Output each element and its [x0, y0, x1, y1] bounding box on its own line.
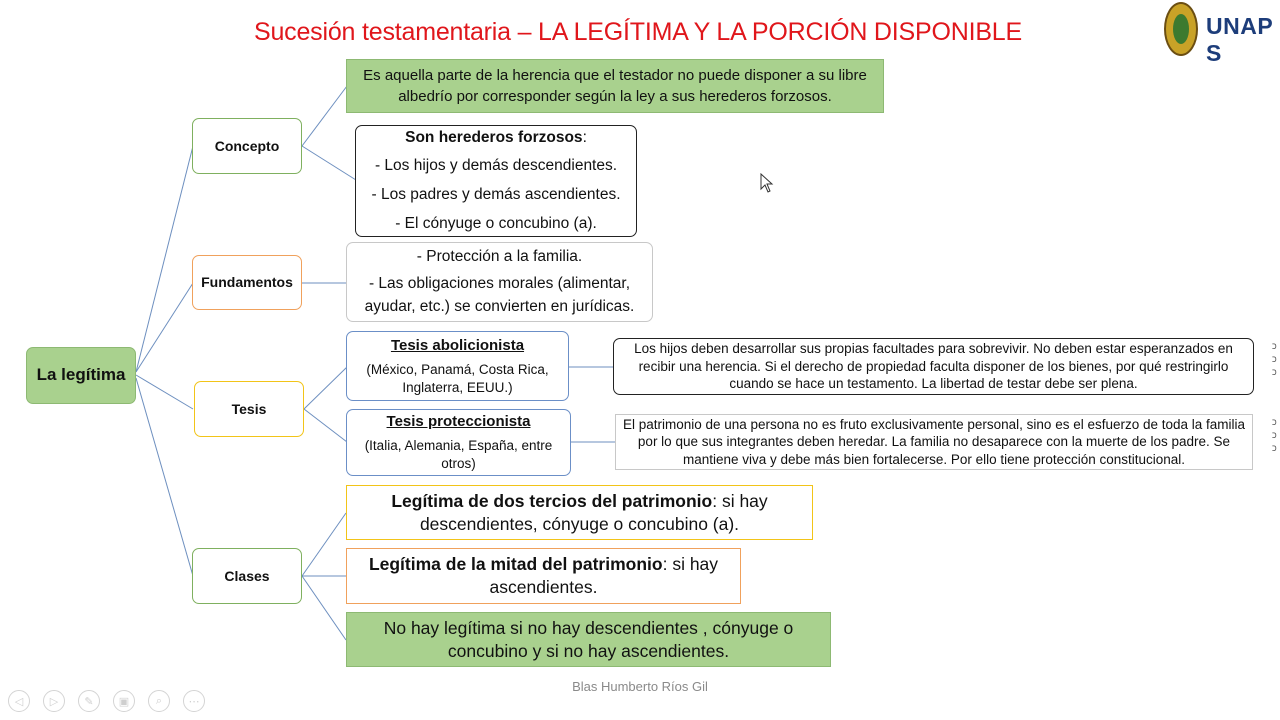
abolicionista-explanation-text: Los hijos deben desarrollar sus propias facultades para sobrevivir. No deben estar esperanzados en recibir una herencia. Si el derecho de propiedad faculta disponer de los bienes, por qué restringirlo cuando se hace un testamento. La libertad de testar debe ser plena. [634, 341, 1233, 392]
clase-mitad-text [355, 553, 732, 599]
clases-label: Clases [224, 567, 270, 584]
zoom-button[interactable]: ⌕ [148, 690, 170, 712]
tesis-node [194, 381, 304, 437]
fundamentos-node [192, 255, 302, 310]
clase-mitad-bold: Legítima de la mitad del patrimonio [368, 554, 663, 575]
concepto-node [192, 118, 302, 174]
edge-marks: ﬤ ﬤ ﬤ [1272, 341, 1277, 377]
clase-dos-tercios-bold: Legítima de dos tercios del patrimonio [391, 490, 713, 511]
fundamento-line: - Protección a la familia. [416, 247, 583, 265]
author-footer: Blas Humberto Ríos Gil [572, 679, 708, 694]
pen-tool-button[interactable]: ✎ [78, 690, 100, 712]
concepto-definition [346, 59, 884, 113]
tesis-label: Tesis [231, 400, 267, 417]
clase-dos-tercios-text [355, 490, 804, 536]
clase-mitad-rest: : si hay ascendientes. [489, 554, 719, 597]
fundamentos-label: Fundamentos [201, 274, 293, 291]
clases-node [192, 548, 302, 604]
title-text: Sucesión testamentaria – LA LEGÍTIMA Y LA PORCIÓN DISPONIBLE [254, 18, 1022, 46]
herederos-heading-colon: : [582, 128, 587, 146]
herederos-forzosos-box [355, 125, 637, 237]
root-node [26, 347, 136, 404]
proteccionista-explanation [615, 414, 1253, 470]
logo-text: UNAP S [1206, 13, 1273, 66]
root-label: La legítima [36, 365, 126, 385]
herederos-heading [405, 124, 587, 153]
next-slide-button[interactable]: ▷ [43, 690, 65, 712]
concepto-label: Concepto [214, 137, 280, 154]
proteccionista-heading: Tesis proteccionista [386, 413, 531, 431]
university-seal-icon [1164, 2, 1198, 56]
fundamento-line: - Las obligaciones morales (alimentar, ayudar, etc.) se convierten en jurídicas. [364, 275, 635, 315]
proteccionista-explanation-text: El patrimonio de una persona no es fruto exclusivamente personal, sino es el esfuerzo de toda la familia por lo que sus integrantes deben heredar. La familia no desaparece con la muerte de los padre. Se mantiene viva y debe más bien fortalecerse. Por ello tiene protección constitucional. [622, 416, 1246, 467]
logo [1164, 2, 1280, 66]
heredero-item: - El cónyuge o concubino (a). [395, 214, 597, 232]
clase-no-legitima [346, 612, 831, 667]
abolicionista-countries: (México, Panamá, Costa Rica, Inglaterra, EEUU.) [366, 361, 549, 395]
more-options-button[interactable]: ⋯ [183, 690, 205, 712]
tesis-abolicionista-box [346, 331, 569, 401]
definition-text: Es aquella parte de la herencia que el testador no puede disponer a su libre albedrío por corresponder según la ley a sus herederos forzosos. [363, 67, 867, 105]
proteccionista-countries: (Italia, Alemania, España, entre otros) [364, 438, 553, 472]
tesis-proteccionista-box [346, 409, 571, 476]
clase-dos-tercios [346, 485, 813, 540]
heredero-item: - Los padres y demás ascendientes. [371, 186, 621, 203]
slides-grid-button[interactable]: ▣ [113, 690, 135, 712]
herederos-heading-text: Son herederos forzosos [405, 128, 583, 146]
mouse-cursor-icon [760, 173, 774, 193]
heredero-item: - Los hijos y demás descendientes. [374, 157, 618, 175]
previous-slide-button[interactable]: ◁ [8, 690, 30, 712]
clase-no-legitima-text: No hay legítima si no hay descendientes , cónyuge o concubino y si no hay ascendientes. [383, 617, 794, 661]
page-title [0, 18, 1280, 47]
clase-dos-tercios-rest: : si hay descendientes, cónyuge o concubino (a). [419, 490, 768, 534]
abolicionista-heading: Tesis abolicionista [390, 336, 525, 354]
clase-mitad [346, 548, 741, 604]
edge-marks: ﬤ ﬤ ﬤ [1272, 417, 1277, 453]
abolicionista-explanation [613, 338, 1254, 395]
fundamentos-box [346, 242, 653, 322]
